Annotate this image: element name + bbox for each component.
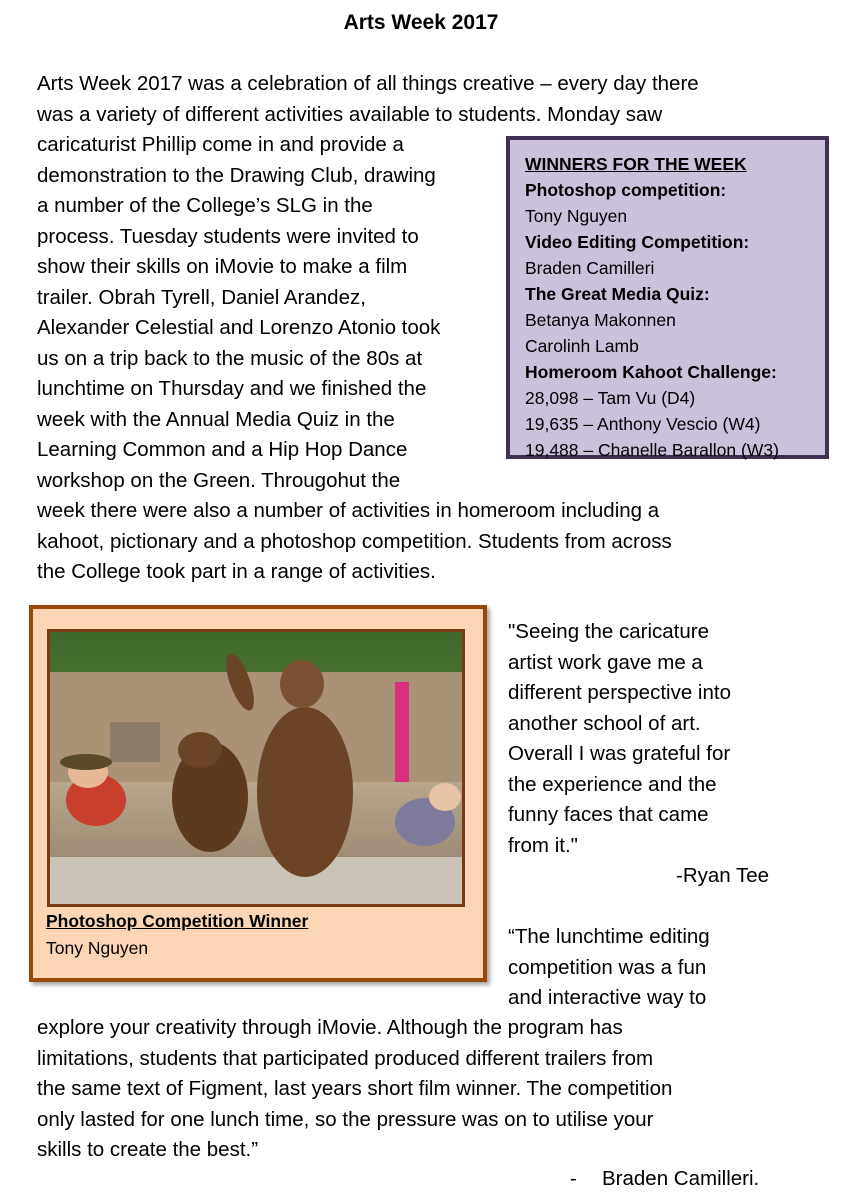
winner-name: 28,098 – Tam Vu (D4) xyxy=(525,388,696,408)
quote-line: artist work gave me a xyxy=(508,650,703,674)
text-line: Learning Common and a Hip Hop Dance xyxy=(37,438,408,461)
intro-paragraph-wrapped xyxy=(37,130,440,496)
quote-line: Overall I was grateful for xyxy=(508,742,731,765)
text-line: workshop on the Green. Througohut the xyxy=(37,468,401,492)
text-line: process. Tuesday students were invited to xyxy=(37,224,419,248)
winner-name: 19,488 – Chanelle Barallon (W3) xyxy=(525,440,779,460)
photo-caption-name: Tony Nguyen xyxy=(46,938,149,958)
quote-line: the same text of Figment, last years short film winner. The competition xyxy=(37,1077,673,1100)
quote-author: Braden Camilleri. xyxy=(602,1167,760,1190)
quote-line: "Seeing the caricature xyxy=(508,620,710,643)
winner-name: 19,635 – Anthony Vescio (W4) xyxy=(525,414,761,434)
winners-heading: WINNERS FOR THE WEEK xyxy=(525,154,747,174)
quote-line: competition was a fun xyxy=(508,955,707,979)
quote-author: -Ryan Tee xyxy=(676,864,770,887)
quote-line: skills to create the best.” xyxy=(37,1138,259,1161)
photo-caption-title: Photoshop Competition Winner xyxy=(46,911,309,931)
text-line: Arts Week 2017 was a celebration of all things creative – every day there xyxy=(37,72,699,95)
quote-line: funny faces that came xyxy=(508,803,709,826)
text-line: week with the Annual Media Quiz in the xyxy=(37,407,395,431)
quote-line: explore your creativity through iMovie. Although the program has xyxy=(37,1016,623,1039)
quote-line: only lasted for one lunch time, so the pressure was on to utilise your xyxy=(37,1107,654,1131)
text-line: was a variety of different activities available to students. Monday saw xyxy=(37,102,663,126)
quote-line: and interactive way to xyxy=(508,986,707,1009)
quote-author-dash: - xyxy=(570,1167,577,1190)
winner-name: Carolinh Lamb xyxy=(525,336,639,356)
text-line: us on a trip back to the music of the 80s at xyxy=(37,346,423,370)
winners-category: Homeroom Kahoot Challenge: xyxy=(525,362,777,382)
text-line: week there were also a number of activities in homeroom including a xyxy=(37,499,660,522)
quote-line: from it." xyxy=(508,833,578,857)
photo-feature-box xyxy=(29,605,487,982)
quote-ryan-tee xyxy=(508,617,731,861)
page-title: Arts Week 2017 xyxy=(343,11,499,34)
quote-braden-wrapped xyxy=(508,922,710,1014)
winner-name: Betanya Makonnen xyxy=(525,310,676,330)
text-line: a number of the College’s SLG in the xyxy=(37,194,373,217)
intro-paragraph-top xyxy=(37,69,797,130)
text-line: Alexander Celestial and Lorenzo Atonio took xyxy=(37,316,441,339)
winners-box xyxy=(506,136,829,459)
text-line: lunchtime on Thursday and we finished the xyxy=(37,377,427,400)
bear-photo-image xyxy=(47,629,465,907)
quote-braden-full xyxy=(37,1013,797,1166)
text-line: demonstration to the Drawing Club, drawing xyxy=(37,163,436,187)
quote-line: the experience and the xyxy=(508,772,717,796)
quote-line: different perspective into xyxy=(508,681,731,704)
winners-category: Photoshop competition: xyxy=(525,180,727,200)
text-line: caricaturist Phillip come in and provide a xyxy=(37,133,404,156)
winners-category: The Great Media Quiz: xyxy=(525,284,710,304)
winner-name: Braden Camilleri xyxy=(525,258,655,278)
text-line: the College took part in a range of activities. xyxy=(37,560,436,583)
quote-line: another school of art. xyxy=(508,711,701,735)
text-line: trailer. Obrah Tyrell, Daniel Arandez, xyxy=(37,285,366,309)
text-line: kahoot, pictionary and a photoshop competition. Students from across xyxy=(37,529,672,553)
winner-name: Tony Nguyen xyxy=(525,206,628,226)
bear-photo-illustration xyxy=(50,632,462,904)
text-line: show their skills on iMovie to make a film xyxy=(37,255,408,278)
winners-category: Video Editing Competition: xyxy=(525,232,750,252)
quote-line: “The lunchtime editing xyxy=(508,925,710,948)
intro-paragraph-end xyxy=(37,496,797,588)
quote-line: limitations, students that participated produced different trailers from xyxy=(37,1046,654,1070)
